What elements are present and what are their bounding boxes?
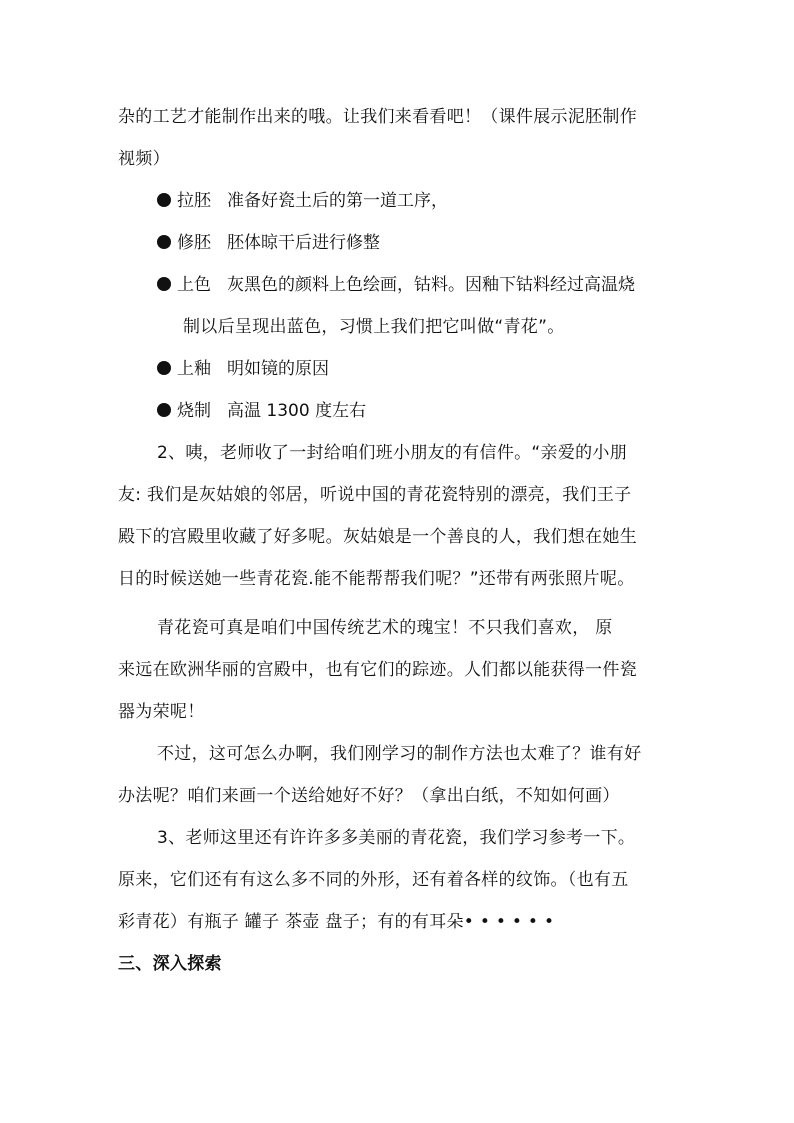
bullet-term: 上色 <box>177 275 211 295</box>
paragraph-line: 友: 我们是灰姑娘的邻居，听说中国的青花瓷特别的漂亮，我们王子 <box>118 485 632 505</box>
paragraph-line: 日的时候送她一些青花瓷.能不能帮帮我们呢？”还带有两张照片呢。 <box>118 569 635 589</box>
paragraph-line: 不过，这可怎么办啊，我们刚学习的制作方法也太难了？谁有好 <box>157 744 642 764</box>
bullet-text: 明如镜的原因 <box>227 359 329 379</box>
bullet-text: 高温 1300 度左右 <box>227 401 367 421</box>
paragraph-line: 彩青花）有瓶子 罐子 茶壶 盘子；有的有耳朵• • • • • • <box>118 912 555 932</box>
bullet-text: 灰黑色的颜料上色绘画，钴料。因釉下钴料经过高温烧 <box>227 275 635 295</box>
paragraph-line: 杂的工艺才能制作出来的哦。让我们来看看吧！（课件展示泥胚制作 <box>118 107 637 127</box>
paragraph-line: 视频） <box>118 149 170 169</box>
bullet-term: 上釉 <box>177 359 211 379</box>
bullet-continuation: 制以后呈现出蓝色，习惯上我们把它叫做“青花”。 <box>183 317 565 337</box>
paragraph-line: 器为荣呢！ <box>118 702 205 722</box>
paragraph-line: 来远在欧洲华丽的宫殿中，也有它们的踪迹。人们都以能获得一件瓷 <box>118 660 637 680</box>
bullet-dot-icon <box>157 235 171 249</box>
bullet-item <box>157 190 448 212</box>
paragraph-line: 3、老师这里还有许许多多美丽的青花瓷，我们学习参考一下。 <box>157 828 636 848</box>
bullet-text: 准备好瓷土后的第一道工序， <box>227 191 448 211</box>
paragraph-line: 殿下的宫殿里收藏了好多呢。灰姑娘是一个善良的人，我们想在她生 <box>118 527 637 547</box>
bullet-item <box>157 232 380 254</box>
bullet-term: 修胚 <box>177 233 211 253</box>
paragraph-line: 办法呢？咱们来画一个送给她好不好？（拿出白纸，不知如何画） <box>118 786 620 806</box>
bullet-item <box>157 358 329 380</box>
bullet-item <box>157 274 635 296</box>
bullet-dot-icon <box>157 361 171 375</box>
bullet-dot-icon <box>157 193 171 207</box>
paragraph-line: 青花瓷可真是咱们中国传统艺术的瑰宝！不只我们喜欢， 原 <box>157 618 613 638</box>
bullet-dot-icon <box>157 403 171 417</box>
section-heading: 三、深入探索 <box>118 954 222 974</box>
bullet-dot-icon <box>157 277 171 291</box>
bullet-term: 烧制 <box>177 401 211 421</box>
paragraph-line: 2、咦，老师收了一封给咱们班小朋友的有信件。“亲爱的小朋 <box>157 443 628 463</box>
paragraph-line: 原来，它们还有有这么多不同的外形，还有着各样的纹饰。（也有五 <box>118 870 629 890</box>
bullet-item <box>157 400 366 422</box>
bullet-text: 胚体晾干后进行修整 <box>227 233 380 253</box>
bullet-term: 拉胚 <box>177 191 211 211</box>
